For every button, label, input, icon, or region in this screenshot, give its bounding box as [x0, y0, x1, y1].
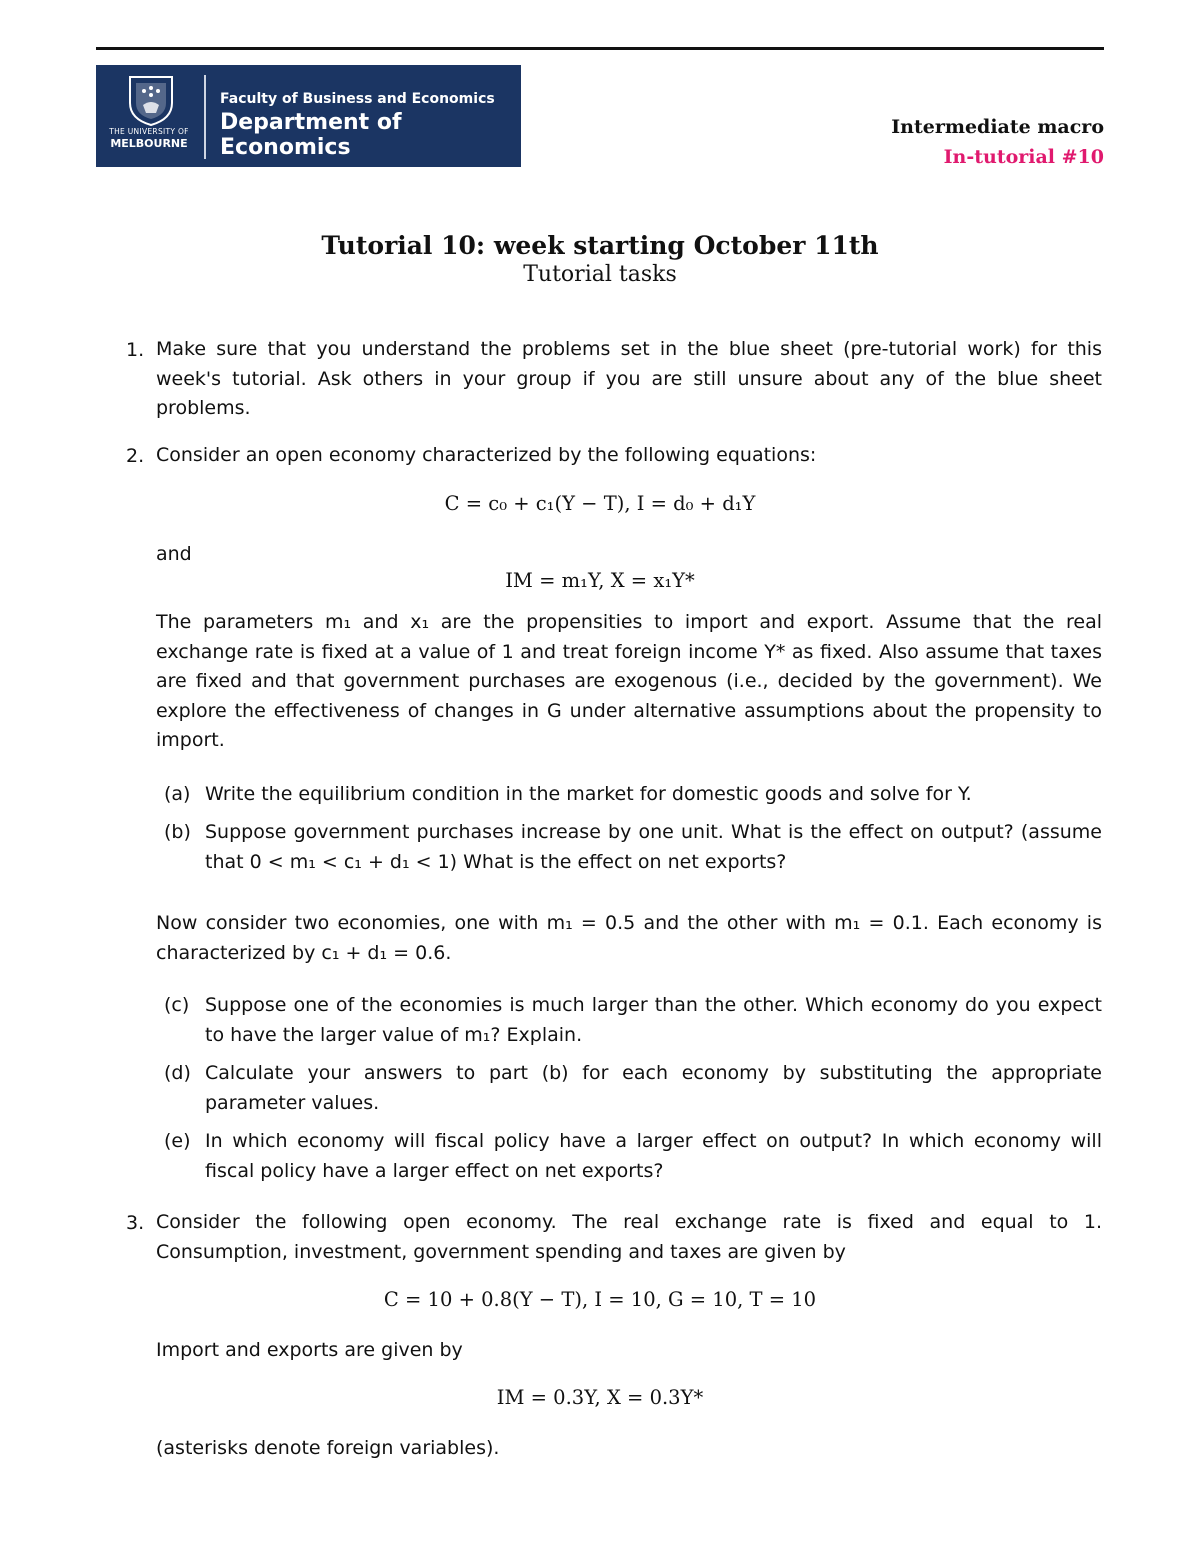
- q1-text: Make sure that you understand the problems set in the blue sheet (pre-tutorial work) for this week's tutorial. Ask others in your group if you are still unsure about any of the blue sheet problems.: [156, 338, 1102, 419]
- q2b-text: Suppose government purchases increase by one unit. What is the effect on output? (assume that 0 < m₁ < c₁ + d₁ < 1) What is the effect on net exports?: [205, 821, 1102, 873]
- q2b-label: (b): [164, 821, 191, 843]
- q2d-text: Calculate your answers to part (b) for each economy by substituting the appropriate parameter values.: [205, 1062, 1102, 1114]
- q2a-text: Write the equilibrium condition in the market for domestic goods and solve for Y.: [205, 783, 972, 805]
- q2e-label: (e): [164, 1130, 191, 1152]
- q3-note: (asterisks denote foreign variables).: [156, 1437, 500, 1459]
- q2d-label: (d): [164, 1062, 191, 1084]
- q1-number: 1.: [126, 339, 145, 361]
- page-title: Tutorial 10: week starting October 11th: [321, 231, 879, 260]
- university-logo: [96, 65, 521, 167]
- q3-imports: Import and exports are given by: [156, 1339, 463, 1361]
- page-subtitle: Tutorial tasks: [523, 262, 677, 287]
- q3-equation-2: IM = 0.3Y, X = 0.3Y*: [496, 1386, 704, 1409]
- q2-number: 2.: [126, 445, 145, 467]
- q2e-text: In which economy will fiscal policy have a larger effect on output? In which economy will fiscal policy have a larger effect on net exports?: [205, 1130, 1102, 1182]
- logo-department: Department of Economics: [220, 110, 402, 160]
- q2c-label: (c): [164, 994, 190, 1016]
- q2-equation-2: IM = m₁Y, X = x₁Y*: [505, 569, 695, 592]
- logo-university-line2: MELBOURNE: [110, 137, 188, 150]
- logo-divider: [204, 75, 206, 159]
- top-rule: [96, 47, 1104, 50]
- q2-intro: Consider an open economy characterized by the following equations:: [156, 444, 817, 466]
- q2-now: Now consider two economies, one with m₁ = 0.5 and the other with m₁ = 0.1. Each economy is characterized by c₁ + d₁ = 0.6.: [156, 912, 1102, 964]
- q3-number: 3.: [126, 1212, 145, 1234]
- q2-and: and: [156, 543, 192, 565]
- q3-equation-1: C = 10 + 0.8(Y − T), I = 10, G = 10, T = 10: [383, 1288, 817, 1311]
- q3-intro: Consider the following open economy. The real exchange rate is fixed and equal to 1. Consumption, investment, government spending and taxes are given by: [156, 1211, 1102, 1263]
- course-name: Intermediate macro: [891, 116, 1104, 138]
- q2-equation-1: C = c₀ + c₁(Y − T), I = d₀ + d₁Y: [444, 492, 756, 515]
- q2c-text: Suppose one of the economies is much larger than the other. Which economy do you expect to have the larger value of m₁? Explain.: [205, 994, 1102, 1046]
- tutorial-label: In-tutorial #10: [943, 146, 1104, 168]
- q2a-label: (a): [164, 783, 191, 805]
- crest-icon: [96, 65, 206, 167]
- logo-faculty: Faculty of Business and Economics: [220, 91, 495, 107]
- logo-university-line1: THE UNIVERSITY OF: [109, 127, 189, 136]
- q2-body: The parameters m₁ and x₁ are the propensities to import and export. Assume that the real exchange rate is fixed at a value of 1 and treat foreign income Y* as fixed. Also assume that taxes are fixed and that government purchases are exogenous (i.e., decided by the government). We explore the effectiveness of changes in G under alternative assumptions about the propensity to import.: [156, 611, 1102, 751]
